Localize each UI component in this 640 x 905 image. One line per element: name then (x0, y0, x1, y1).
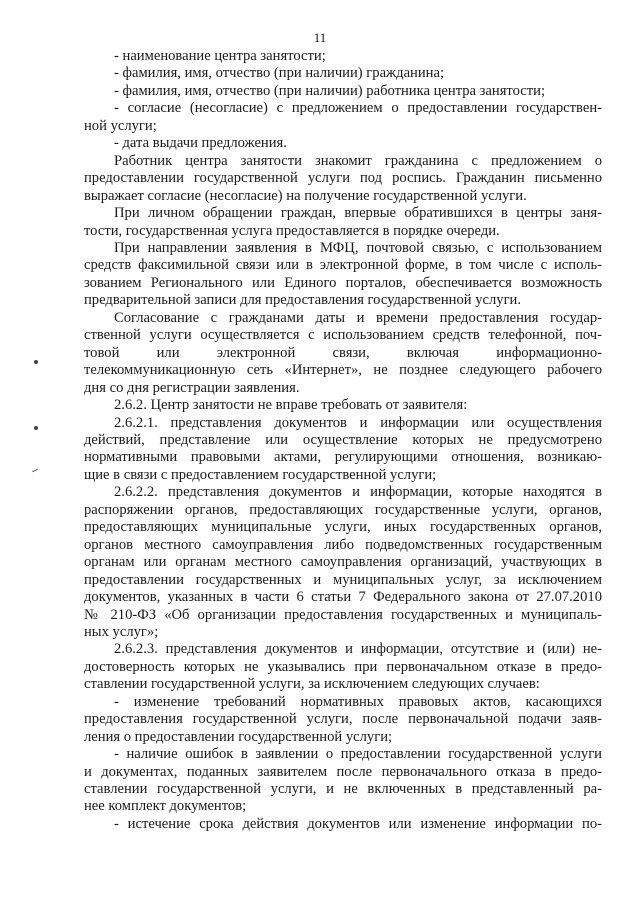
text-line: товой или электронной связи, включая информационно- (84, 344, 602, 361)
text-line: средств факсимильной связи или в электронной форме, в том числе с исполь- (84, 257, 602, 274)
text-line: ственной услуги осуществляется с использованием средств телефонной, поч- (84, 327, 602, 344)
text-line: ных услуг»; (84, 623, 159, 640)
page-number: 11 (313, 30, 327, 45)
text-line: достоверность которых не указывались при первоначальном отказе в предо- (84, 658, 602, 675)
text-line: 2.6.2.2. представления документов и информации, которые находятся в (114, 484, 602, 501)
text-line: предоставлении государственной услуги под роспись. Гражданин письменно (84, 170, 602, 187)
text-line: При личном обращении граждан, впервые обратившихся в центры заня- (114, 205, 602, 222)
text-line: и документах, поданных заявителем после первоначального отказа в предо- (84, 763, 602, 780)
text-line: предварительной записи для предоставления государственной услуги. (84, 292, 522, 309)
text-line: - наименование центра занятости; (114, 48, 326, 64)
text-line: - наличие ошибок в заявлении о предоставлении государственной услуги (114, 746, 602, 763)
text-line: предоставлении государственных и муниципальных услуг, за исключением (84, 571, 602, 588)
text-line: органов местного самоуправления либо подведомственных государственным (84, 536, 602, 553)
scan-dot (34, 426, 38, 430)
text-line: ления о предоставлении государственной услуги; (84, 728, 393, 745)
text-line: ставлении государственной услуги, и не включенных в представленный ра- (84, 781, 602, 798)
text-line: зованием Регионального или Единого порталов, обеспечивается возможность (84, 274, 602, 291)
text-line: ставлении государственной услуги, за исключением следующих случаев: (84, 676, 540, 693)
text-line: - фамилия, имя, отчество (при наличии) работника центра занятости; (114, 82, 546, 99)
text-line: тости, государственная услуга предоставляется в порядке очереди. (84, 222, 500, 239)
text-line: действий, представление или осуществление которых не предусмотрено (84, 431, 602, 448)
text-line: № 210-ФЗ «Об организации предоставления государственных и муниципаль- (84, 606, 602, 623)
text-line: органам или органам местного самоуправления организаций, участвующих в (84, 554, 602, 571)
text-line: дня со дня регистрации заявления. (84, 379, 300, 396)
scan-dot (34, 360, 38, 364)
text-line: При направлении заявления в МФЦ, почтовой связью, с использованием (114, 239, 602, 256)
text-line: Согласование с гражданами даты и времени предоставления государ- (114, 309, 602, 326)
text-line: распоряжении органов, предоставляющих государственные услуги, органов, (84, 501, 602, 518)
text-line: предоставляющих муниципальные услуги, иных государственных органов, (84, 519, 602, 536)
text-line: щие в связи с предоставлением государственной услуги; (84, 466, 437, 483)
text-line: документов, указанных в части 6 статьи 7 Федерального закона от 27.07.2010 (84, 589, 602, 606)
text-line: - истечение срока действия документов или изменение информации по- (114, 815, 602, 832)
text-line: ной услуги; (84, 117, 157, 134)
text-line: телекоммуникационную сеть «Интернет», не позднее следующего рабочего (84, 362, 602, 379)
text-line: - фамилия, имя, отчество (при наличии) гражданина; (114, 65, 445, 82)
text-line: - дата выдачи предложения. (114, 135, 287, 152)
text-line: нее комплект документов; (84, 798, 247, 815)
scan-mark (32, 469, 38, 472)
text-line: - изменение требований нормативных правовых актов, касающихся (114, 693, 602, 710)
text-line: нормативными правовыми актами, регулирующими отношения, возникаю- (84, 449, 602, 466)
text-line: 2.6.2.3. представления документов и информации, отсутствие и (или) не- (114, 641, 602, 658)
text-line: Работник центра занятости знакомит гражданина с предложением о (114, 152, 602, 169)
text-line: выражает согласие (несогласие) на получение государственной услуги. (84, 187, 527, 204)
text-line: 2.6.2. Центр занятости не вправе требовать от заявителя: (114, 397, 468, 414)
document-body (84, 48, 602, 833)
text-line: - согласие (несогласие) с предложением о предоставлении государствен- (114, 100, 602, 117)
text-line: 2.6.2.1. представления документов и информации или осуществления (114, 414, 602, 431)
text-line: предоставления государственной услуги, после первоначальной подачи заяв- (84, 711, 602, 728)
